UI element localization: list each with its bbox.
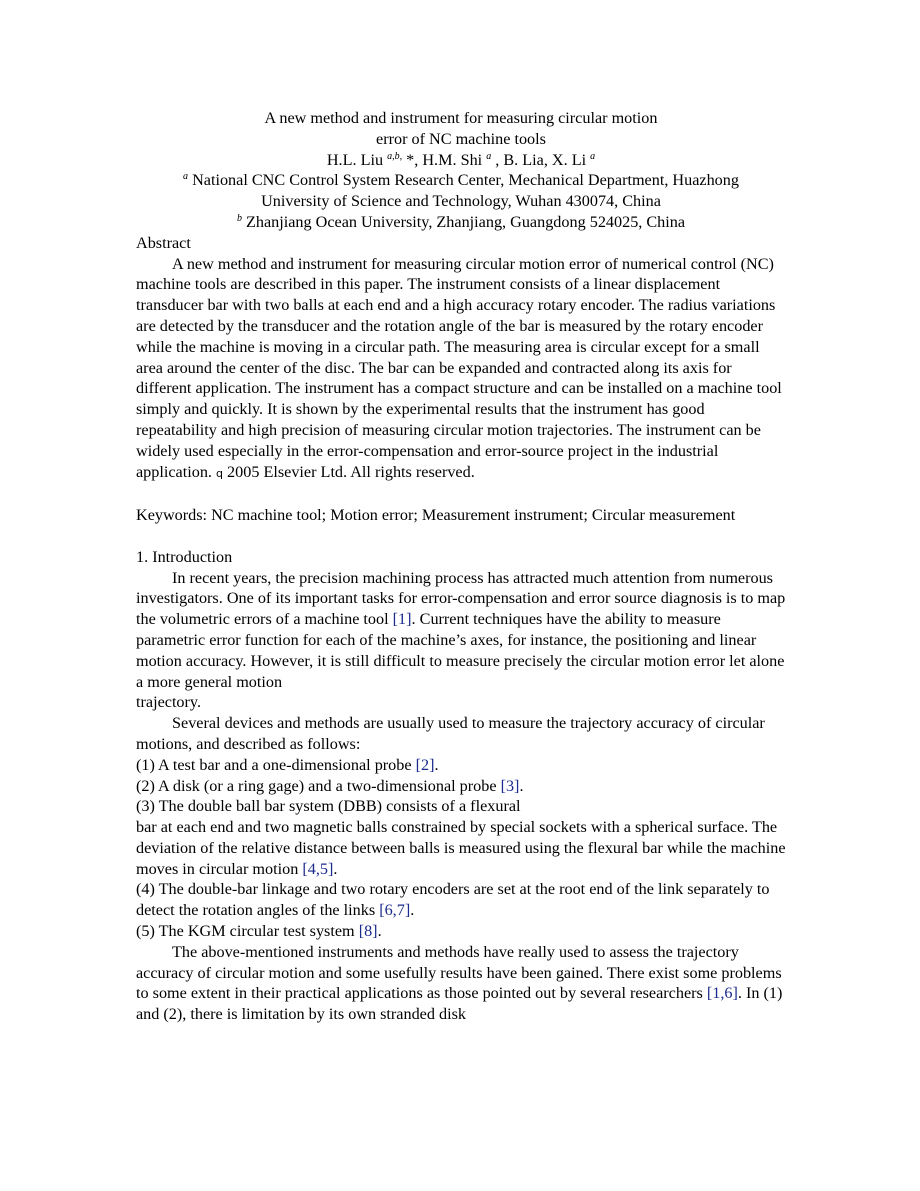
citation-link[interactable]: [6,7] [379,901,411,920]
list-item: (4) The double-bar linkage and two rotary encoders are set at the root end of the link separately to detect the rotation angles of the links [6,7]. [136,880,770,920]
intro-paragraph-1: In recent years, the precision machining process has attracted much attention from numerous investigators. One of its important tasks for error-compensation and error source diagnosis is to map the volumetric errors of a machine tool [1]. Current techniques have the ability to measure parametric error function for each of the machine’s axes, for instance, the positioning and linear motion accuracy. However, it is still difficult to measure precisely the circular motion error let alone a more general motion [136,568,786,691]
citation-link[interactable]: [2] [415,755,435,774]
affiliation-b-line: Zhanjiang Ocean University, Zhanjiang, Guangdong 524025, China [241,212,686,231]
author-affiliation-mark: a [590,150,596,162]
author-affiliation-mark: a [486,150,492,162]
citation-link[interactable]: [1,6] [706,984,738,1003]
affiliation-a-line-2: University of Science and Technology, Wuhan 430074, China [261,192,661,211]
author-name: H.L. Liu [326,150,384,169]
list-item: (3) The double ball bar system (DBB) consists of a flexural [136,797,521,816]
title-line-1: A new method and instrument for measuring circular motion [264,109,658,127]
author-names-rest: , B. Lia, X. Li [491,150,587,169]
citation-link[interactable]: [1] [392,610,412,629]
keywords: Keywords: NC machine tool; Motion error; Measurement instrument; Circular measurement [136,506,736,525]
intro-paragraph-3: The above-mentioned instruments and methods have really used to assess the trajectory accuracy of circular motion and some usefully results have been gained. There exist some problems to some extent in their practical applications as those pointed out by several researchers [1,6]. In (1) and (2), there is limitation by its own stranded disk [136,942,783,1024]
paper-page [136,108,786,1025]
affiliation-mark: b [236,212,242,224]
corresponding-author-mark: *, [402,150,423,169]
list-item-continued: bar at each end and two magnetic balls constrained by special sockets with a spherical surface. The deviation of the relative distance between balls is measured using the flexural bar while the machine moves in circular motion [4,5]. [136,818,786,878]
citation-link[interactable]: [4,5] [302,859,334,878]
author-affiliation-mark: a,b, [387,150,403,162]
list-item: (5) The KGM circular test system [8]. [136,922,382,941]
affiliation-a-line-1: National CNC Control System Research Center, Mechanical Department, Huazhong [188,171,739,190]
abstract-heading: Abstract [136,233,191,252]
abstract-body: A new method and instrument for measuring circular motion error of numerical control (NC) machine tools are described in this paper. The instrument consists of a linear displacement transducer bar with two balls at each end and a high accuracy rotary encoder. The radius variations are detected by the transducer and the rotation angle of the bar is measured by the rotary encoder while the machine is moving in a circular path. The measuring area is circular except for a small area around the center of the disc. The bar can be expanded and contracted along its axis for different application. The instrument has a compact structure and can be installed on a machine tool simply and quickly. It is shown by the experimental results that the instrument has good repeatability and high precision of measuring circular motion trajectories. The instrument can be widely used especially in the error-compensation and error-source project in the industrial application. q 2005 Elsevier Ltd. All rights reserved. [136,254,782,481]
intro-paragraph-1-end: trajectory. [136,693,202,712]
copyright-symbol: q [216,466,223,480]
citation-link[interactable]: [8] [358,922,378,941]
author-list [136,150,786,171]
paper-title [136,108,786,150]
list-item: (1) A test bar and a one-dimensional probe [2]. [136,755,439,774]
affiliation-mark: a [183,171,189,183]
intro-paragraph-2: Several devices and methods are usually used to measure the trajectory accuracy of circular motions, and described as follows: [136,714,765,753]
list-item: (2) A disk (or a ring gage) and a two-dimensional probe [3]. [136,776,524,795]
affiliation-b [136,212,786,233]
author-name: H.M. Shi [422,150,483,169]
citation-link[interactable]: [3] [500,776,520,795]
section-heading: 1. Introduction [136,547,233,566]
affiliation-a [136,170,786,212]
title-line-2: error of NC machine tools [376,129,546,148]
copyright-text: 2005 Elsevier Ltd. All rights reserved. [223,462,475,481]
